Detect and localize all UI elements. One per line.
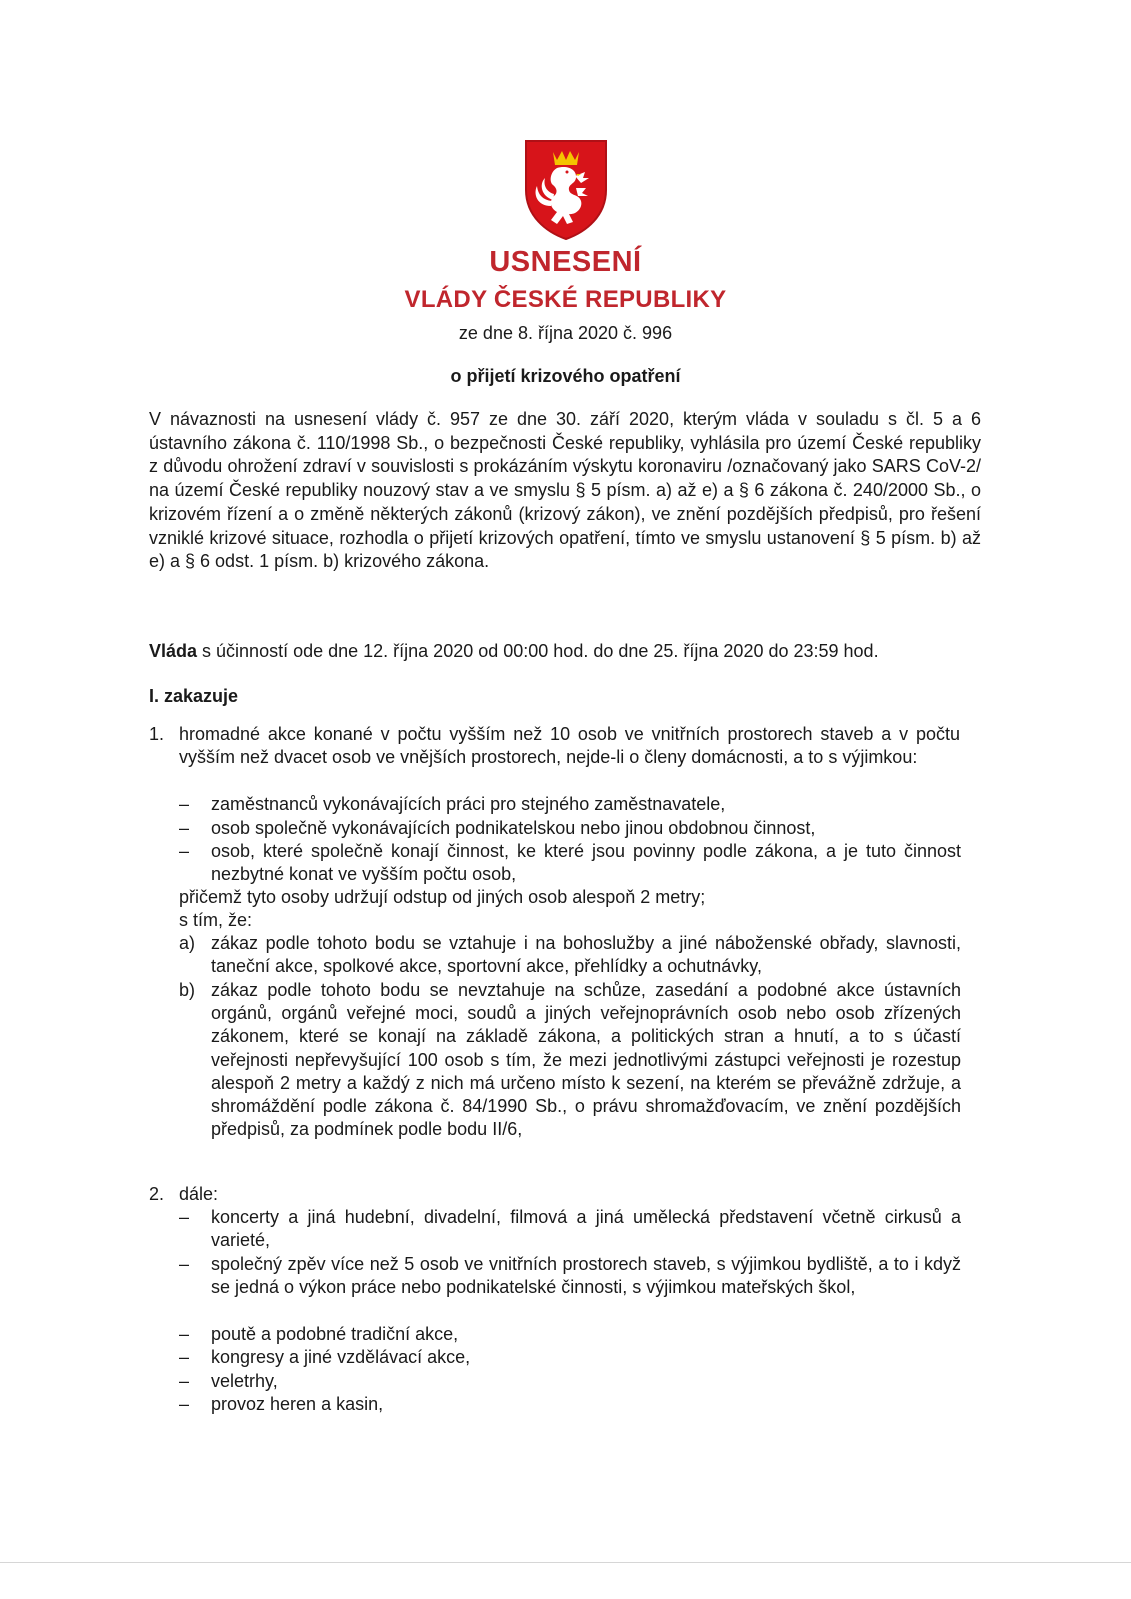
item-number: 2. [149,1184,165,1204]
list-item: kongresy a jiné vzdělávací akce, [211,1347,471,1367]
dash-bullet: – [179,1207,190,1227]
dash-bullet: – [179,1254,190,1274]
list-item: zaměstnanců vykonávajících práci pro stejného zaměstnavatele, [211,794,726,814]
letter-label: a) [179,933,196,953]
letter-item: zákaz podle tohoto bodu se vztahuje i na bohoslužby a jiné náboženské obřady, slavnosti, taneční akce, spolkové akce, sportovní akce, přehlídky a ochutnávky, [211,933,961,977]
dash-bullet: – [179,1371,190,1391]
letter-label: b) [179,980,196,1000]
list-item: osob společně vykonávajících podnikatelskou nebo jinou obdobnou činnost, [211,818,816,838]
item-number: 1. [149,724,165,744]
czech-coat-of-arms-icon [523,138,609,242]
list-item: provoz heren a kasin, [211,1394,384,1414]
dash-bullet: – [179,1324,190,1344]
section-heading: I. zakazuje [149,686,239,706]
effect-bold-subject: Vláda [149,641,198,661]
dash-bullet: – [179,1394,190,1414]
dash-bullet: – [179,1347,190,1367]
resolution-subject: o přijetí krizového opatření [450,366,681,386]
list-item: poutě a podobné tradiční akce, [211,1324,459,1344]
item-text: dále: [179,1184,219,1204]
item-text: hromadné akce konané v počtu vyšším než 10 osob ve vnitřních prostorech staveb a v počtu vyšším než dvacet osob ve vnějších prostorech, nejde-li o členy domácnosti, a to s výjimkou: [179,724,960,768]
item-continuation: přičemž tyto osoby udržují odstup od jiných osob alespoň 2 metry; [179,887,706,907]
intro-paragraph: V návaznosti na usnesení vlády č. 957 ze dne 30. září 2020, kterým vláda v souladu s čl. 5 a 6 ústavního zákona č. 110/1998 Sb., o bezpečnosti České republiky, vyhlásila pro území České republiky z důvodu ohrožení zdraví v souvislosti s prokázáním výskytu koronaviru /označovaný jako SARS CoV-2/ na území České republiky nouzový stav a ve smyslu § 5 písm. a) až e) a § 6 zákona č. 240/2000 Sb., o krizovém řízení a o změně některých zákonů (krizový zákon), ve znění pozdějších předpisů, pro řešení vzniklé krizové situace, rozhodla o přijetí krizových opatření, tímto ve smyslu ustanovení § 5 písm. b) až e) a § 6 odst. 1 písm. b) krizového zákona. [149,409,981,572]
dash-bullet: – [179,841,190,861]
effect-text: s účinností ode dne 12. října 2020 od 00:00 hod. do dne 25. října 2020 do 23:59 hod. [197,641,879,661]
scan-bottom-edge [0,1562,1131,1563]
list-item: koncerty a jiná hudební, divadelní, filmová a jiná umělecká představení včetně cirkusů a varieté, [211,1207,961,1251]
effect-paragraph [149,639,989,663]
list-item: veletrhy, [211,1371,278,1391]
dash-bullet: – [179,818,190,838]
list-item: společný zpěv více než 5 osob ve vnitřních prostorech staveb, s výjimkou bydliště, a to i když se jedná o výkon práce nebo podnikatelské činnosti, s výjimkou mateřských škol, [211,1254,961,1298]
resolution-date-number: ze dne 8. října 2020 č. 996 [458,323,673,343]
item-continuation: s tím, že: [179,910,253,930]
document-subtitle: VLÁDY ČESKÉ REPUBLIKY [404,286,727,313]
letter-item: zákaz podle tohoto bodu se nevztahuje na schůze, zasedání a podobné akce ústavních orgánů, orgánů veřejné moci, soudů a jiných veřejnoprávních osob nebo osob zřízených zákonem, které se konají na základě zákona, a politických stran a hnutí, a to s účastí veřejnosti nepřevyšující 100 osob s tím, že mezi jednotlivými zástupci veřejnosti je rozestup alespoň 2 metry a každý z nich má určeno místo k sezení, na kterém se převážně zdržuje, a shromáždění podle zákona č. 84/1990 Sb., o právu shromažďovacím, ve znění pozdějších předpisů, za podmínek podle bodu II/6, [211,980,961,1140]
dash-bullet: – [179,794,190,814]
document-title: USNESENÍ [489,246,642,278]
list-item: osob, které společně konají činnost, ke které jsou povinny podle zákona, a je tuto činnost nezbytné konat ve vyšším počtu osob, [211,841,961,885]
